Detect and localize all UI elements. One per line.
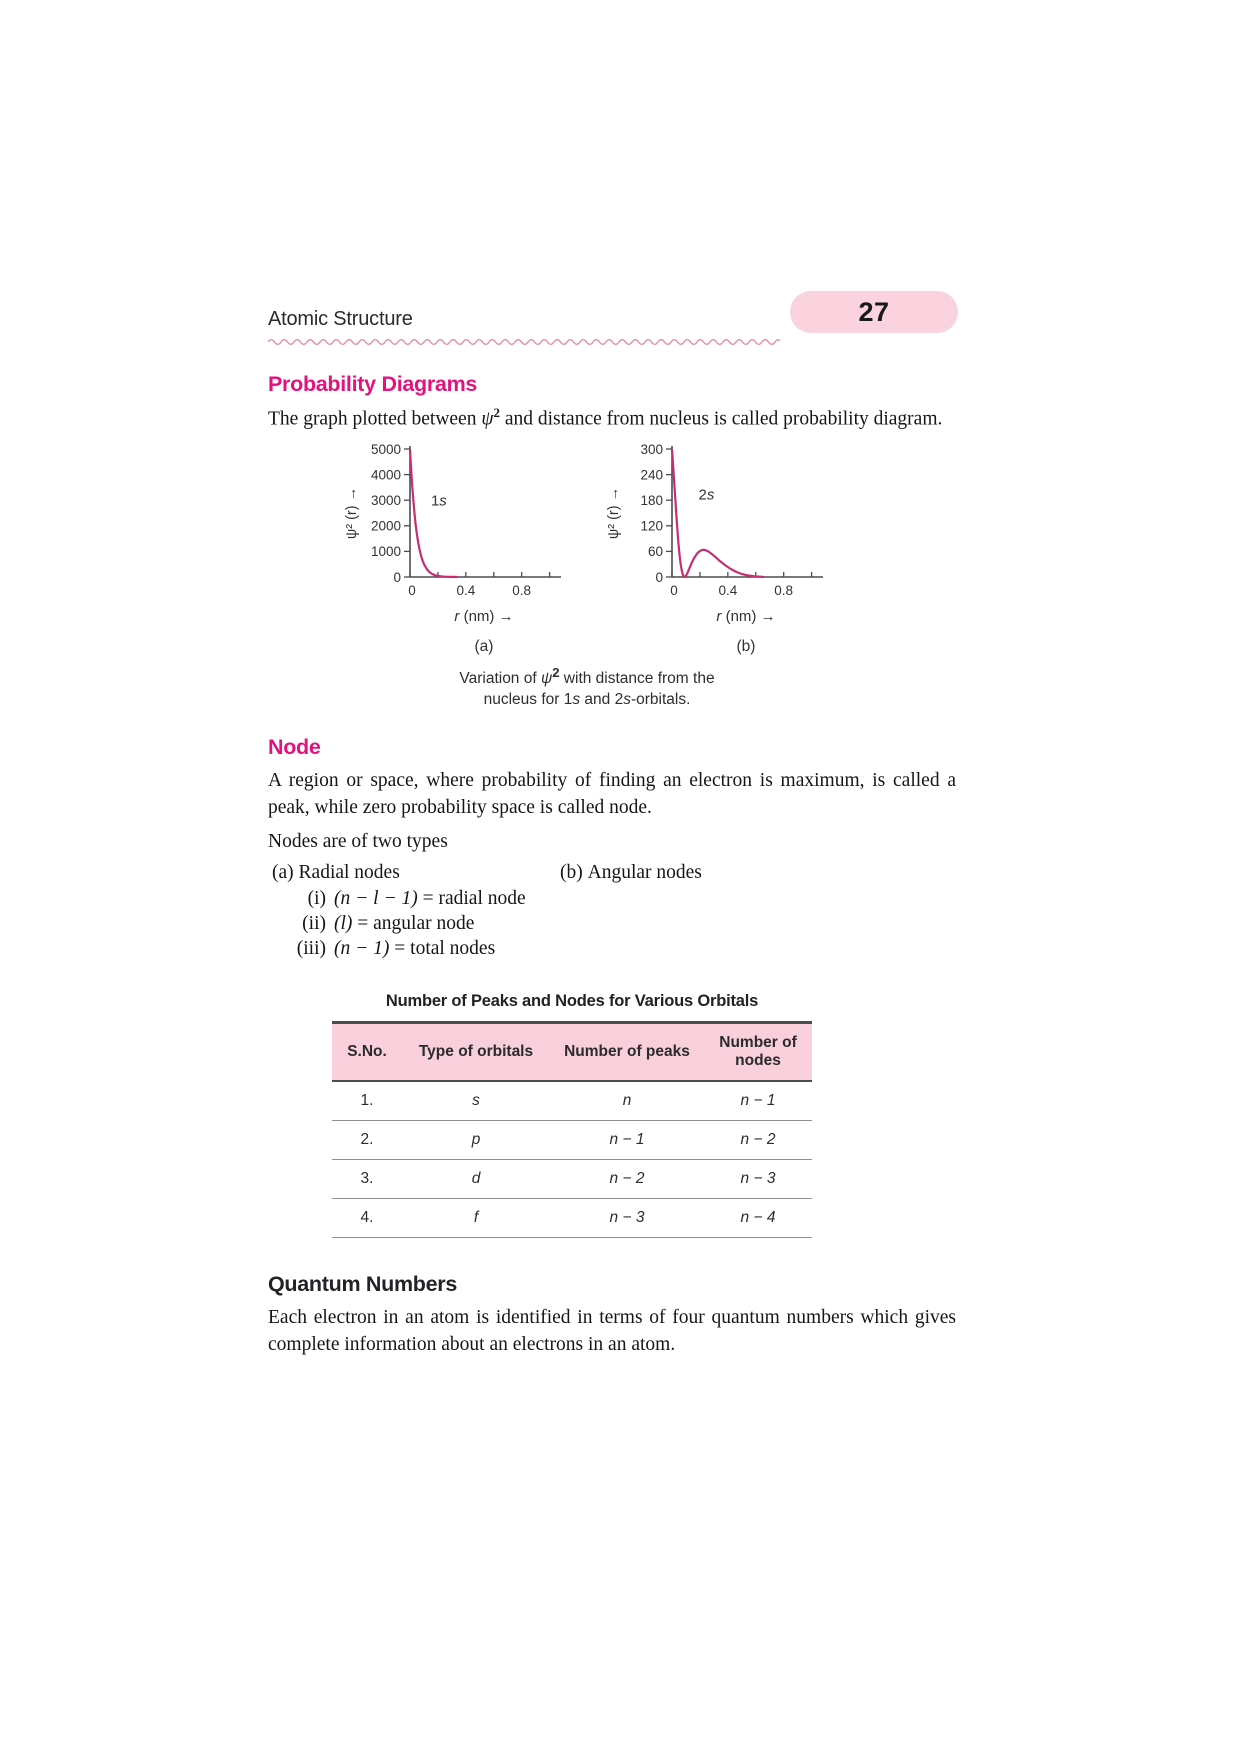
quantum-paragraph: Each electron in an atom is identified in terms of four quantum numbers which gives complete information about an electrons in an atom. [268, 1306, 956, 1355]
section-heading-node: Node [268, 734, 321, 759]
svg-text:0.8: 0.8 [512, 582, 532, 598]
formula-total-nodes: (iii) (n − 1) = total nodes [296, 937, 496, 959]
svg-text:2000: 2000 [370, 518, 401, 534]
svg-text:60: 60 [647, 543, 663, 559]
orbital-probability-chart [594, 439, 828, 633]
page-content [268, 291, 956, 1358]
page-number-badge [790, 291, 958, 333]
svg-text:0: 0 [393, 569, 401, 585]
chart-1s-column [332, 439, 566, 656]
table-title: Number of Peaks and Nodes for Various Orbitals [385, 991, 759, 1010]
x-axis-label: r (nm) → [716, 607, 776, 625]
page-number: 27 [858, 296, 890, 327]
col-header-peaks: Number of peaks [564, 1042, 690, 1060]
table-row: 1. s n n − 1 [332, 1081, 812, 1121]
node-type-angular: (b) Angular nodes [560, 861, 702, 883]
psi-symbol: ψ [540, 669, 553, 687]
orbital-label-2s: 2s [698, 486, 715, 504]
svg-text:0.4: 0.4 [718, 582, 738, 598]
node-types-intro: Nodes are of two types [268, 831, 448, 853]
section-heading-probability-diagrams: Probability Diagrams [268, 372, 478, 396]
psi-superscript: 2 [493, 405, 500, 420]
y-axis-label: ψ² (r) → [344, 486, 360, 539]
table-header-row [332, 1022, 812, 1081]
wavy-divider [268, 336, 780, 348]
psi-symbol: ψ [481, 408, 494, 430]
svg-text:3000: 3000 [370, 492, 401, 508]
svg-text:4000: 4000 [370, 467, 401, 483]
svg-text:0: 0 [670, 582, 678, 598]
orbitals-table [332, 1021, 812, 1238]
table-row: 2. p n − 1 n − 2 [332, 1120, 812, 1159]
chart-2s-sublabel: (b) [736, 637, 756, 655]
curve-2s [672, 449, 764, 577]
charts-row [332, 439, 842, 656]
col-header-nodes: Number of nodes [719, 1033, 797, 1069]
table-row: 3. d n − 2 n − 3 [332, 1159, 812, 1198]
running-header [268, 291, 956, 333]
formula-radial-node: (i) (n − l − 1) = radial node [307, 887, 526, 909]
node-formula-list [268, 887, 956, 962]
svg-text:0.4: 0.4 [456, 582, 476, 598]
node-type-radial: (a) Radial nodes [272, 861, 400, 883]
svg-text:0.8: 0.8 [774, 582, 794, 598]
chart-1s [332, 439, 566, 638]
curve-1s [410, 449, 458, 577]
y-axis-label: ψ² (r) → [606, 486, 622, 539]
chart-1s-sublabel: (a) [474, 637, 494, 655]
svg-text:120: 120 [640, 518, 663, 534]
svg-text:0: 0 [408, 582, 416, 598]
formula-angular-node: (ii) (l) = angular node [302, 912, 475, 934]
orbital-probability-chart [332, 439, 566, 633]
svg-text:0: 0 [655, 569, 663, 585]
node-paragraph: A region or space, where probability of finding an electron is maximum, is called a peak, while zero probability space is called node. [268, 769, 956, 819]
node-type-list [272, 862, 956, 884]
chapter-title: Atomic Structure [268, 308, 413, 330]
figure-caption: Variation of $\psi^2$ with distance from the nucleus for 1s and 2s-orbitals. [459, 664, 715, 708]
orbital-label-1s: 1s [430, 492, 447, 510]
section-heading-quantum-numbers: Quantum Numbers [268, 1271, 458, 1296]
probability-figure [332, 439, 842, 711]
x-axis-label: r (nm) → [454, 607, 514, 625]
table-row: 4. f n − 3 n − 4 [332, 1198, 812, 1237]
chart-2s-column [594, 439, 828, 656]
svg-text:240: 240 [640, 467, 663, 483]
probability-paragraph: The graph plotted between $\psi^2$ and distance from nucleus is called probability diagram. [268, 405, 943, 430]
chart-2s [594, 439, 828, 638]
svg-text:300: 300 [640, 441, 663, 457]
svg-text:180: 180 [640, 492, 663, 508]
col-header-sno: S.No. [347, 1042, 387, 1060]
col-header-type: Type of orbitals [418, 1042, 534, 1060]
svg-text:1000: 1000 [370, 543, 401, 559]
svg-text:5000: 5000 [370, 441, 401, 457]
